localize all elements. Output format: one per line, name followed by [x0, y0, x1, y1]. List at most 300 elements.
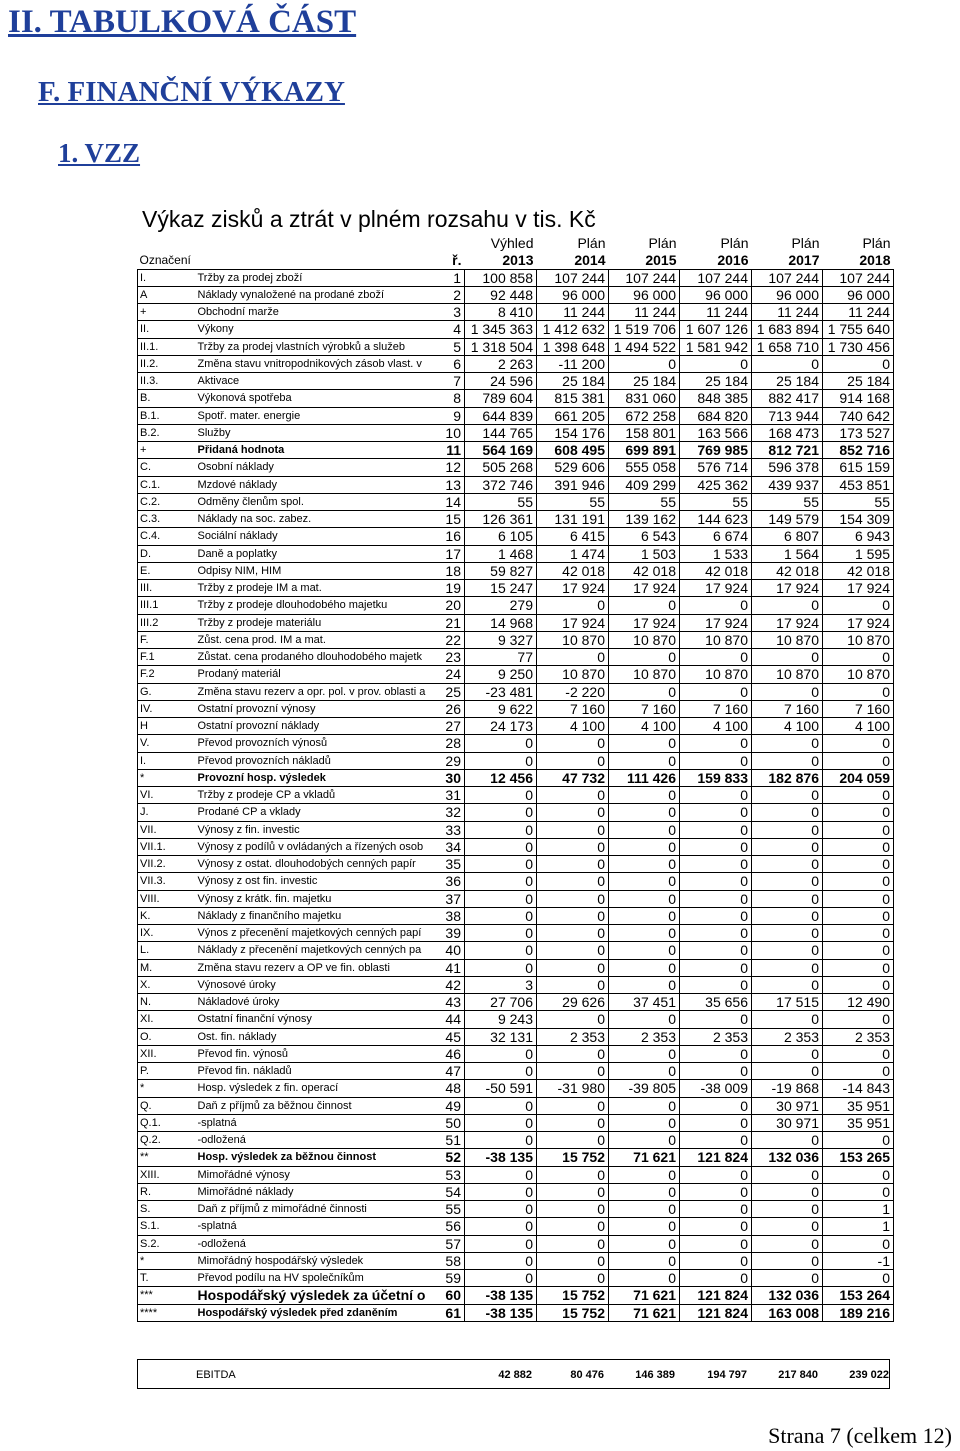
- row-value: 6 415: [537, 528, 609, 545]
- row-name: -splatná: [196, 1218, 426, 1235]
- row-value: 6 543: [609, 528, 680, 545]
- row-name: Daň z příjmů za běžnou činnost: [196, 1097, 426, 1114]
- table-row: [138, 459, 894, 476]
- row-value: 121 824: [680, 1149, 752, 1166]
- table-row: [138, 856, 894, 873]
- row-value: 0: [752, 890, 823, 907]
- row-value: 0: [465, 1235, 537, 1252]
- row-value: 0: [465, 838, 537, 855]
- table-row: [138, 1063, 894, 1080]
- row-value: 55: [823, 493, 894, 510]
- row-name: Mimořádný hospodářský výsledek: [196, 1252, 426, 1269]
- row-value: 0: [752, 838, 823, 855]
- row-code: II.1.: [138, 338, 196, 355]
- row-value: 6 105: [465, 528, 537, 545]
- table-row: [138, 355, 894, 372]
- table-row: [138, 1045, 894, 1062]
- row-value: 15 752: [537, 1304, 609, 1321]
- row-value: 17 924: [537, 580, 609, 597]
- row-name: Tržby z prodeje dlouhodobého majetku: [196, 597, 426, 614]
- table-row: [138, 907, 894, 924]
- row-value: 0: [609, 1132, 680, 1149]
- row-value: 10 870: [680, 631, 752, 648]
- row-value: 0: [823, 752, 894, 769]
- row-code: **: [138, 1149, 196, 1166]
- table-row: [138, 838, 894, 855]
- row-value: 0: [752, 976, 823, 993]
- row-code: A: [138, 286, 196, 303]
- table-row: [138, 700, 894, 717]
- row-value: 0: [609, 735, 680, 752]
- row-value: 0: [823, 890, 894, 907]
- row-value: -38 009: [680, 1080, 752, 1097]
- row-value: -38 135: [465, 1149, 537, 1166]
- row-value: 2 353: [609, 1028, 680, 1045]
- row-number: 42: [426, 976, 465, 993]
- row-value: 0: [537, 1252, 609, 1269]
- row-name: Služby: [196, 424, 426, 441]
- ebitda-box: [137, 1359, 890, 1389]
- row-value: -38 135: [465, 1304, 537, 1321]
- table-row: [138, 1304, 894, 1321]
- row-value: 0: [609, 1235, 680, 1252]
- row-value: 77: [465, 649, 537, 666]
- row-number: 57: [426, 1235, 465, 1252]
- row-value: 0: [465, 1270, 537, 1287]
- table-row: [138, 562, 894, 579]
- row-name: Výnosy z fin. investic: [196, 821, 426, 838]
- row-value: 812 721: [752, 442, 823, 459]
- row-name: Hospodářský výsledek za účetní o: [197, 1287, 426, 1304]
- plan-label: Plán: [862, 234, 891, 251]
- row-value: 158 801: [609, 424, 680, 441]
- row-value: 0: [823, 1045, 894, 1062]
- row-value: 154 309: [823, 511, 894, 528]
- row-value: 10 870: [752, 631, 823, 648]
- table-row: [138, 1114, 894, 1131]
- row-value: 0: [680, 959, 752, 976]
- row-value: 0: [537, 873, 609, 890]
- year-header: 2015: [645, 251, 677, 268]
- row-code: O.: [138, 1028, 196, 1045]
- row-value: 55: [680, 493, 752, 510]
- row-value: 11 244: [752, 304, 823, 321]
- row-number: 17: [426, 545, 465, 562]
- table-row: [138, 1132, 894, 1149]
- row-number: 43: [426, 994, 465, 1011]
- row-value: 29 626: [537, 994, 609, 1011]
- row-value: 0: [465, 1183, 537, 1200]
- row-value: 7 160: [752, 700, 823, 717]
- row-value: 0: [465, 856, 537, 873]
- row-value: 0: [752, 821, 823, 838]
- row-value: 0: [680, 1011, 752, 1028]
- row-value: 0: [752, 735, 823, 752]
- row-value: 0: [609, 856, 680, 873]
- row-code: VII.2.: [138, 856, 196, 873]
- table-row: [138, 959, 894, 976]
- row-value: 0: [609, 925, 680, 942]
- row-value: 10 870: [752, 666, 823, 683]
- row-value: 0: [465, 1063, 537, 1080]
- row-name: Sociální náklady: [196, 528, 426, 545]
- row-value: 0: [680, 355, 752, 372]
- row-code: F.2: [138, 666, 196, 683]
- row-number: 39: [426, 925, 465, 942]
- row-value: 0: [752, 1011, 823, 1028]
- row-value: 6 943: [823, 528, 894, 545]
- row-code: P.: [138, 1063, 196, 1080]
- row-name: Výnosy z krátk. fin. majetku: [196, 890, 426, 907]
- row-value: 0: [537, 649, 609, 666]
- row-value: 24 596: [465, 373, 537, 390]
- row-value: 42 018: [537, 562, 609, 579]
- row-value: 126 361: [465, 511, 537, 528]
- row-code: L.: [138, 942, 196, 959]
- row-value: 0: [609, 355, 680, 372]
- row-value: 47 732: [537, 769, 609, 786]
- row-code: T.: [138, 1270, 196, 1287]
- row-name: Ostatní provozní výnosy: [196, 700, 426, 717]
- row-value: 0: [752, 649, 823, 666]
- row-value: 848 385: [680, 390, 752, 407]
- row-number: 54: [426, 1183, 465, 1200]
- row-code: III.2: [138, 614, 196, 631]
- row-value: 0: [537, 856, 609, 873]
- row-code: R.: [138, 1183, 196, 1200]
- row-number: 15: [426, 511, 465, 528]
- row-value: 0: [752, 907, 823, 924]
- row-number: 18: [426, 562, 465, 579]
- row-value: 55: [537, 493, 609, 510]
- row-code: I.: [138, 752, 196, 769]
- row-value: 0: [680, 1166, 752, 1183]
- row-value: 0: [680, 838, 752, 855]
- ebitda-value: 194 797: [707, 1369, 747, 1381]
- row-name: Výnosy z podílů v ovládaných a řízených osob: [196, 838, 426, 855]
- row-name: -odložená: [196, 1132, 426, 1149]
- row-value: 789 604: [465, 390, 537, 407]
- row-value: 1 318 504: [465, 338, 537, 355]
- year-header: 2016: [717, 251, 749, 268]
- table-row: [138, 1183, 894, 1200]
- row-value: 0: [680, 1252, 752, 1269]
- row-value: 17 924: [609, 614, 680, 631]
- row-code: III.1: [138, 597, 196, 614]
- row-value: 713 944: [752, 407, 823, 424]
- row-value: 32 131: [465, 1028, 537, 1045]
- row-code: M.: [138, 959, 196, 976]
- row-code: *: [138, 769, 196, 786]
- row-code: F.: [138, 631, 196, 648]
- row-value: 144 623: [680, 511, 752, 528]
- row-code: *: [138, 1252, 196, 1269]
- row-value: 391 946: [537, 476, 609, 493]
- row-value: 0: [680, 821, 752, 838]
- row-value: 173 527: [823, 424, 894, 441]
- ebitda-value: 239 022: [849, 1369, 889, 1381]
- row-value: 672 258: [609, 407, 680, 424]
- row-value: 0: [680, 1114, 752, 1131]
- row-value: 17 515: [752, 994, 823, 1011]
- row-number: 60: [426, 1287, 465, 1304]
- row-value: 131 191: [537, 511, 609, 528]
- row-number: 23: [426, 649, 465, 666]
- row-value: 4 100: [537, 718, 609, 735]
- row-name: Daň z příjmů z mimořádné činnosti: [196, 1201, 426, 1218]
- row-value: 0: [537, 925, 609, 942]
- row-value: 7 160: [609, 700, 680, 717]
- table-row: [138, 769, 894, 786]
- row-value: 0: [537, 821, 609, 838]
- row-value: 8 410: [465, 304, 537, 321]
- row-value: 14 968: [465, 614, 537, 631]
- row-value: 12 490: [823, 994, 894, 1011]
- row-value: 0: [752, 856, 823, 873]
- row-number: 2: [426, 286, 465, 303]
- row-value: 2 263: [465, 355, 537, 372]
- row-number: 56: [426, 1218, 465, 1235]
- row-number: 58: [426, 1252, 465, 1269]
- year-header: 2017: [788, 251, 820, 268]
- row-name: Mimořádné náklady: [196, 1183, 426, 1200]
- row-number: 47: [426, 1063, 465, 1080]
- row-name: Daně a poplatky: [196, 545, 426, 562]
- row-value: 0: [680, 1132, 752, 1149]
- table-row: [138, 1097, 894, 1114]
- row-name: Přidaná hodnota: [196, 442, 426, 459]
- row-value: 1 345 363: [465, 321, 537, 338]
- row-value: 0: [537, 597, 609, 614]
- row-value: 0: [680, 976, 752, 993]
- row-value: 0: [537, 959, 609, 976]
- row-value: 439 937: [752, 476, 823, 493]
- row-value: 0: [537, 804, 609, 821]
- row-name: Mzdové náklady: [196, 476, 426, 493]
- row-value: 10 870: [609, 631, 680, 648]
- row-value: 0: [537, 838, 609, 855]
- row-number-header: ř.: [452, 251, 462, 268]
- row-value: 132 036: [752, 1287, 823, 1304]
- row-value: 55: [465, 493, 537, 510]
- row-value: 596 378: [752, 459, 823, 476]
- row-code: II.2.: [138, 355, 196, 372]
- row-name: Změna stavu rezerv a opr. pol. v prov. oblasti a: [196, 683, 426, 700]
- table-row: [138, 1028, 894, 1045]
- row-code: *: [138, 1080, 196, 1097]
- plan-label: Plán: [577, 234, 606, 251]
- row-value: 30 971: [752, 1114, 823, 1131]
- table-body: [138, 269, 894, 1321]
- row-name: Převod fin. výnosů: [196, 1045, 426, 1062]
- row-value: 1 503: [609, 545, 680, 562]
- row-code: C.: [138, 459, 196, 476]
- row-value: 0: [537, 1114, 609, 1131]
- row-value: 831 060: [609, 390, 680, 407]
- row-value: 96 000: [537, 286, 609, 303]
- row-value: 914 168: [823, 390, 894, 407]
- table-row: [138, 580, 894, 597]
- row-number: 34: [426, 838, 465, 855]
- table-row: [138, 735, 894, 752]
- row-value: 1: [823, 1201, 894, 1218]
- row-code: B.2.: [138, 424, 196, 441]
- row-value: 0: [823, 942, 894, 959]
- row-number: 25: [426, 683, 465, 700]
- row-number: 40: [426, 942, 465, 959]
- row-value: 0: [609, 1201, 680, 1218]
- row-value: 0: [465, 890, 537, 907]
- row-value: 0: [465, 1252, 537, 1269]
- row-value: 163 566: [680, 424, 752, 441]
- row-name: Tržby z prodeje IM a mat.: [196, 580, 426, 597]
- row-value: 0: [609, 1114, 680, 1131]
- row-name: Změna stavu rezerv a OP ve fin. oblasti: [196, 959, 426, 976]
- table-row: [138, 493, 894, 510]
- row-value: 96 000: [752, 286, 823, 303]
- subsection-heading: F. FINANČNÍ VÝKAZY: [38, 76, 345, 108]
- table-row: [138, 597, 894, 614]
- row-value: 12 456: [465, 769, 537, 786]
- row-value: -38 135: [465, 1287, 537, 1304]
- row-value: 2 353: [752, 1028, 823, 1045]
- row-number: 5: [426, 338, 465, 355]
- row-name: Převod podílu na HV společníkům: [196, 1270, 426, 1287]
- row-value: 0: [537, 787, 609, 804]
- table-row: [138, 390, 894, 407]
- row-value: 0: [465, 1097, 537, 1114]
- row-value: 0: [680, 1045, 752, 1062]
- row-value: 100 858: [465, 269, 537, 286]
- plan-header-row: [138, 234, 894, 251]
- row-name: Náklady z finančního majetku: [196, 907, 426, 924]
- row-value: 30 971: [752, 1097, 823, 1114]
- table-row: [138, 890, 894, 907]
- row-number: 48: [426, 1080, 465, 1097]
- row-name: Aktivace: [196, 373, 426, 390]
- row-value: 163 008: [752, 1304, 823, 1321]
- row-number: 53: [426, 1166, 465, 1183]
- table-row: [138, 1149, 894, 1166]
- row-value: 0: [609, 1045, 680, 1062]
- row-value: 0: [680, 1201, 752, 1218]
- row-name: Osobní náklady: [196, 459, 426, 476]
- row-value: 11 244: [823, 304, 894, 321]
- row-value: 0: [823, 1132, 894, 1149]
- row-value: 882 417: [752, 390, 823, 407]
- row-value: 159 833: [680, 769, 752, 786]
- row-value: 2 353: [680, 1028, 752, 1045]
- row-value: 0: [752, 1218, 823, 1235]
- income-statement-table: [137, 234, 894, 1322]
- row-number: 59: [426, 1270, 465, 1287]
- row-value: 0: [823, 1063, 894, 1080]
- row-value: 815 381: [537, 390, 609, 407]
- row-value: 0: [609, 942, 680, 959]
- row-value: 372 746: [465, 476, 537, 493]
- row-value: 0: [465, 959, 537, 976]
- row-value: 149 579: [752, 511, 823, 528]
- row-value: 0: [823, 735, 894, 752]
- row-code: VIII.: [138, 890, 196, 907]
- row-value: 107 244: [537, 269, 609, 286]
- row-value: 1 564: [752, 545, 823, 562]
- row-code: C.4.: [138, 528, 196, 545]
- row-code: C.2.: [138, 493, 196, 510]
- row-name: Obchodní marže: [196, 304, 426, 321]
- row-value: 1 494 522: [609, 338, 680, 355]
- row-value: 25 184: [680, 373, 752, 390]
- table-title: Výkaz zisků a ztrát v plném rozsahu v tis. Kč: [142, 206, 596, 232]
- row-value: 0: [752, 1132, 823, 1149]
- row-value: 0: [680, 649, 752, 666]
- row-value: 0: [609, 1270, 680, 1287]
- row-code: S.1.: [138, 1218, 196, 1235]
- row-value: 17 924: [752, 614, 823, 631]
- row-value: 111 426: [609, 769, 680, 786]
- table-row: [138, 373, 894, 390]
- row-value: 17 924: [752, 580, 823, 597]
- row-value: 0: [609, 752, 680, 769]
- ebitda-label: EBITDA: [196, 1369, 236, 1381]
- row-value: 107 244: [752, 269, 823, 286]
- row-value: 0: [537, 1201, 609, 1218]
- row-value: -1: [823, 1252, 894, 1269]
- page-footer: Strana 7 (celkem 12): [768, 1423, 952, 1448]
- row-value: 189 216: [823, 1304, 894, 1321]
- row-value: 0: [537, 1132, 609, 1149]
- row-number: 26: [426, 700, 465, 717]
- row-value: 0: [465, 804, 537, 821]
- row-value: 0: [609, 1218, 680, 1235]
- row-value: 1 398 648: [537, 338, 609, 355]
- row-value: 1 658 710: [752, 338, 823, 355]
- row-value: 17 924: [537, 614, 609, 631]
- row-value: 139 162: [609, 511, 680, 528]
- row-value: 0: [465, 1218, 537, 1235]
- row-code: Q.: [138, 1097, 196, 1114]
- row-value: 0: [752, 1063, 823, 1080]
- row-value: 11 244: [680, 304, 752, 321]
- row-value: 9 622: [465, 700, 537, 717]
- row-value: 0: [823, 838, 894, 855]
- row-code: S.: [138, 1201, 196, 1218]
- ebitda-value: 146 389: [635, 1369, 675, 1381]
- table-row: [138, 821, 894, 838]
- row-value: 564 169: [465, 442, 537, 459]
- row-number: 44: [426, 1011, 465, 1028]
- row-value: 0: [752, 787, 823, 804]
- row-number: 24: [426, 666, 465, 683]
- row-value: 740 642: [823, 407, 894, 424]
- row-value: 0: [680, 1235, 752, 1252]
- row-value: 35 656: [680, 994, 752, 1011]
- row-value: 121 824: [680, 1287, 752, 1304]
- row-value: 7 160: [823, 700, 894, 717]
- row-value: 10 870: [537, 631, 609, 648]
- row-value: 42 018: [609, 562, 680, 579]
- row-value: 0: [609, 804, 680, 821]
- table-row: [138, 442, 894, 459]
- row-value: 0: [823, 907, 894, 924]
- row-number: 8: [426, 390, 465, 407]
- row-value: 0: [609, 1011, 680, 1028]
- table-row: [138, 1252, 894, 1269]
- row-value: 0: [823, 821, 894, 838]
- row-value: 153 265: [823, 1149, 894, 1166]
- row-value: 17 924: [609, 580, 680, 597]
- row-name: Prodané CP a vklady: [196, 804, 426, 821]
